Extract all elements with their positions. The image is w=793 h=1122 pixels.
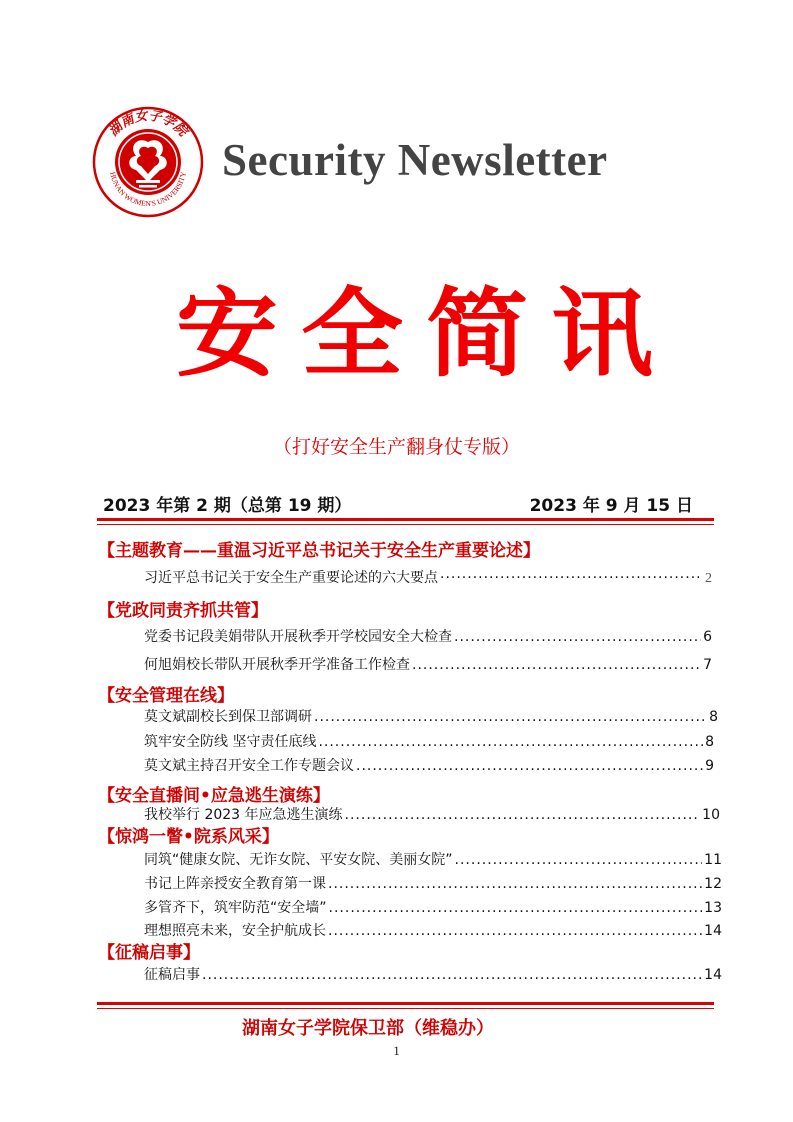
header-divider-thin: [97, 524, 714, 525]
toc-entry-title: 我校举行 2023 年应急逃生演练: [144, 807, 343, 823]
toc-entry-title: 筑牢安全防线 坚守责任底线: [144, 734, 317, 750]
footer-divider-thin: [97, 1008, 714, 1009]
toc-entry-title: 莫文斌副校长到保卫部调研: [144, 709, 312, 725]
toc-leader: [440, 570, 703, 586]
toc-entry-title: 书记上阵亲授安全教育第一课: [144, 876, 326, 892]
toc-entry[interactable]: [144, 567, 712, 587]
toc-entry-title: 同筑“健康女院、无诈女院、平安女院、美丽女院”: [144, 852, 453, 868]
toc-leader: [412, 657, 701, 673]
toc-entry-page: 8: [705, 734, 714, 750]
toc-entry-title: 党委书记段美娟带队开展秋季开学校园安全大检查: [144, 629, 452, 645]
toc-leader: [328, 923, 702, 939]
section-heading: 【惊鸿一瞥•院系风采】: [98, 827, 279, 847]
toc-entry-title: 理想照亮未来，安全护航成长: [144, 923, 326, 939]
toc-entry-title: 莫文斌主持召开安全工作专题会议: [144, 758, 354, 774]
toc-entry[interactable]: [144, 731, 714, 751]
seal-en-text: HUNAN WOMEN'S UNIVERSITY: [108, 171, 188, 209]
toc-entry-page: 2: [705, 571, 712, 586]
footer-divider-thick: [97, 1002, 714, 1005]
section-heading: 【征稿启事】: [98, 943, 200, 963]
footer-organization: 湖南女子学院保卫部（维稳办）: [242, 1018, 494, 1039]
toc-leader: [345, 807, 701, 823]
toc-entry[interactable]: [144, 849, 722, 869]
toc-entry-title: 习近平总书记关于安全生产重要论述的六大要点: [144, 570, 438, 586]
section-heading: 【安全管理在线】: [98, 686, 234, 706]
toc-entry-title: 何旭娟校长带队开展秋季开学准备工作检查: [144, 657, 410, 673]
section-heading: 【安全直播间•应急逃生演练】: [98, 786, 330, 806]
toc-entry-title: 多管齐下，筑牢防范“安全墙”: [144, 900, 327, 916]
toc-leader: [318, 734, 703, 750]
chinese-title: 安全简讯: [176, 278, 677, 390]
seal-cn-text: 湖南女子学院: [106, 108, 190, 140]
toc-entry[interactable]: [144, 964, 722, 984]
toc-entry-page: 14: [704, 923, 722, 939]
issue-number: 2023 年第 2 期（总第 19 期）: [103, 496, 352, 516]
toc-entry-page: 8: [709, 709, 718, 725]
toc-leader: [328, 876, 702, 892]
toc-entry[interactable]: [144, 706, 718, 726]
page-number: 1: [393, 1043, 400, 1058]
toc-entry-page: 7: [703, 657, 712, 673]
toc-entry-page: 13: [704, 900, 722, 916]
toc-entry-title: 征稿启事: [144, 967, 200, 983]
toc-entry-page: 11: [704, 852, 722, 868]
toc-entry-page: 9: [705, 758, 714, 774]
toc-entry-page: 14: [704, 967, 722, 983]
toc-leader: [329, 900, 703, 916]
issue-date: 2023 年 9 月 15 日: [529, 496, 693, 516]
toc-leader: [314, 709, 707, 725]
toc-leader: [454, 629, 701, 645]
toc-entry[interactable]: [144, 626, 712, 646]
toc-entry[interactable]: [144, 920, 722, 940]
header-divider-thick: [97, 518, 714, 521]
issue-info-row: [103, 491, 693, 517]
toc-leader: [202, 967, 702, 983]
toc-entry[interactable]: [144, 873, 722, 893]
university-seal-icon: [92, 106, 204, 218]
section-heading: 【党政同责齐抓共管】: [98, 601, 268, 621]
toc-entry-page: 6: [703, 629, 712, 645]
section-heading: 【主题教育——重温习近平总书记关于安全生产重要论述】: [98, 541, 540, 561]
english-title: Security Newsletter: [222, 135, 608, 185]
toc-leader: [455, 852, 703, 868]
toc-entry-page: 10: [702, 807, 720, 823]
toc-leader: [356, 758, 703, 774]
toc-entry[interactable]: [144, 755, 714, 775]
toc-entry[interactable]: [144, 804, 720, 824]
subtitle: （打好安全生产翻身仗专版）: [272, 436, 520, 458]
toc-entry[interactable]: [144, 897, 722, 917]
toc-entry[interactable]: [144, 654, 712, 674]
toc-entry-page: 12: [704, 876, 722, 892]
